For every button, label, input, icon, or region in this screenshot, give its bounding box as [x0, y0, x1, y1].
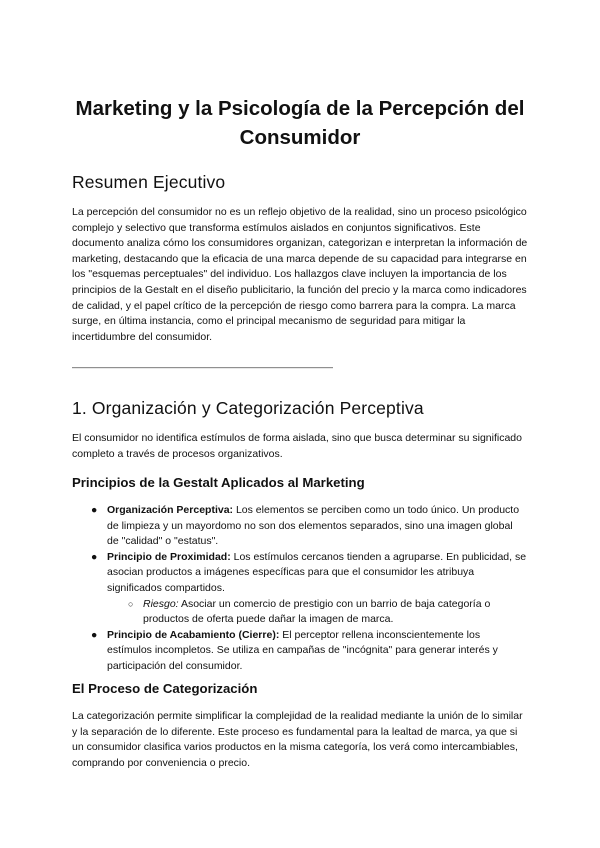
list-item-text: Los estímulos cercanos tienden a agruparse. En publicidad, se asocian productos a imágenes específicas para que el consumidor les atribuya significados compartidos.	[107, 550, 527, 594]
subsection-heading-categorizacion: El Proceso de Categorización	[72, 681, 258, 696]
hollow-circle-bullet-icon: ○	[128, 598, 134, 609]
list-item	[0, 550, 527, 597]
list-item	[0, 628, 527, 675]
list-item-text: El perceptor rellena inconscientemente los estímulos incompletos. Se utiliza en campañas de "incógnita" para generar interés y participación del consumidor.	[107, 628, 498, 672]
organizacion-intro-paragraph: El consumidor no identifica estímulos de forma aislada, sino que busca determinar su significado completo a través de procesos organizativos.	[72, 432, 522, 460]
list-item-term: Principio de Proximidad:	[107, 550, 231, 563]
categorizacion-paragraph: La categorización permite simplificar la complejidad de la realidad mediante la unión de lo similar y la separación de lo diferente. Este proceso es fundamental para la lealtad de marca, ya que si un consumidor clasifica varios productos en la misma categoría, los verá como intercambiables, comprando por conveniencia o precio.	[72, 710, 523, 769]
section-heading-resumen: Resumen Ejecutivo	[72, 172, 226, 192]
filled-circle-bullet-icon: ●	[91, 550, 98, 563]
sub-list-item	[0, 597, 529, 628]
filled-circle-bullet-icon: ●	[91, 628, 98, 641]
horizontal-separator: —————————————————————————————	[72, 362, 333, 372]
list-item	[0, 503, 527, 550]
document-title: Marketing y la Psicología de la Percepción del Consumidor	[75, 97, 525, 149]
gestalt-principles-list	[0, 503, 600, 675]
list-item-term: Organización Perceptiva:	[107, 504, 234, 516]
subsection-heading-gestalt: Principios de la Gestalt Aplicados al Marketing	[72, 475, 365, 490]
resumen-paragraph: La percepción del consumidor no es un reflejo objetivo de la realidad, sino un proceso psicológico complejo y selectivo que transforma estímulos aislados en conjuntos significativos. Este documento analiza cómo los consumidores organizan, categorizan e interpretan la información de marketing, destacando que la eficacia de una marca depende de su capacidad para integrarse en los "esquemas perceptuales" del individuo. Los hallazgos clave incluyen la importancia de los principios de la Gestalt en el diseño publicitario, la función del precio y la marca como indicadores de calidad, y el papel crítico de la percepción de riesgo como barrera para la compra. La marca surge, en última instancia, como el principal mecanismo de seguridad para mitigar la incertidumbre del consumidor.	[72, 206, 528, 343]
filled-circle-bullet-icon: ●	[91, 504, 98, 516]
section-heading-organizacion: 1. Organización y Categorización Perceptiva	[72, 398, 424, 418]
sub-list-item-text: Asociar un comercio de prestigio con un barrio de baja categoría o productos de oferta puede dañar la imagen de marca.	[143, 597, 491, 626]
list-item-text: Los elementos se perciben como un todo único. Un producto de limpieza y un mayordomo no son dos elementos separados, sino una imagen global de "calidad" o "estatus".	[107, 504, 520, 548]
sub-list-item-term: Riesgo:	[143, 597, 179, 610]
list-item-term: Principio de Acabamiento (Cierre):	[107, 628, 280, 641]
